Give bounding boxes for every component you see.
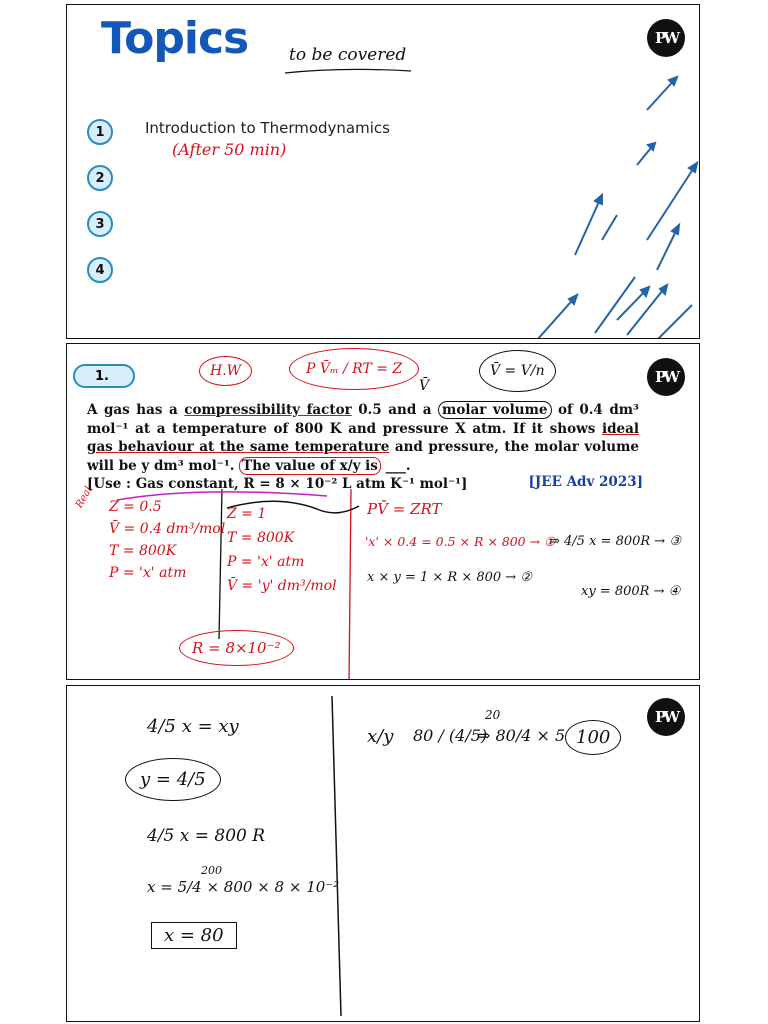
- ideal-gas-values: Z = 1 T = 800K P = 'x' atm V̄ = 'y' dm³/mol: [227, 506, 337, 594]
- slide-question: [66, 343, 700, 680]
- homework-note: H.W: [199, 356, 252, 386]
- slide-solution: [66, 685, 700, 1022]
- equation-1: 'x' × 0.4 = 0.5 × R × 800 → ①: [365, 534, 556, 549]
- page-title: Topics: [101, 13, 249, 64]
- question-number-badge: 1.: [73, 364, 135, 388]
- question-text: A gas has a compressibility factor 0.5 and a molar volume of 0.4 dm³ mol⁻¹ at a temperature of 800 K and pressure X atm. If it shows ideal gas behaviour at the same temperature and pressure, the molar volume will be y dm³ mol⁻¹. The value of x/y is ___. [Use : Gas constant, R = 8 × 10⁻² L atm K⁻¹ mol⁻¹]: [87, 402, 639, 492]
- gas-constant-line: [Use : Gas constant, R = 8 × 10⁻² L atm K⁻¹ mol⁻¹]: [87, 476, 468, 492]
- real-gas-values: Z = 0.5 V̄ = 0.4 dm³/mol T = 800K P = 'x' atm: [109, 499, 226, 581]
- final-answer: 100: [565, 720, 621, 755]
- solution-x-value: x = 80: [151, 922, 237, 949]
- decorative-arrows: [517, 65, 700, 339]
- ratio-lhs: x/y: [367, 726, 394, 747]
- slide-topics: [66, 4, 700, 339]
- highlight-molar-volume: molar volume: [438, 401, 551, 419]
- ratio-step-top: 20: [485, 708, 501, 722]
- equation-4: xy = 800R → ④: [581, 584, 681, 599]
- equation-pv-zrt: PV̄ = ZRT: [367, 500, 442, 518]
- highlight-ideal-gas: ideal gas behaviour at the same temperature: [87, 420, 639, 455]
- solution-step-4: x = 5/4 × 800 × 8 × 10⁻²: [147, 878, 340, 896]
- topic-item-1: Introduction to Thermodynamics: [145, 119, 390, 137]
- compressibility-formula-note: P V̄ₘ / RT = Z: [289, 348, 419, 390]
- molar-volume-formula-note: V̄ = V/n: [479, 350, 556, 392]
- topic-number-3: 3: [87, 211, 113, 237]
- subtitle-handwritten: to be covered: [289, 45, 407, 65]
- equation-3: ⇒ 4/5 x = 800R → ③: [549, 534, 681, 549]
- ratio-step: ⇒ 80/4 × 5: [477, 726, 566, 745]
- highlight-compressibility: compressibility factor: [184, 402, 352, 418]
- solution-strike-note: 200: [201, 864, 222, 877]
- underline-stroke: [283, 65, 413, 77]
- ratio-substitution: 80 / (4/5): [413, 726, 488, 745]
- highlight-value-xy: The value of x/y is: [239, 457, 381, 475]
- vbar-note: V̄: [419, 378, 430, 394]
- pw-logo: PW: [647, 358, 685, 396]
- solution-step-3: 4/5 x = 800 R: [147, 826, 266, 846]
- pw-logo: PW: [647, 19, 685, 57]
- exam-source-tag: [JEE Adv 2023]: [528, 474, 643, 490]
- real-gas-label: Real: [73, 484, 95, 511]
- solution-y-value: y = 4/5: [125, 758, 221, 801]
- topic-number-1: 1: [87, 119, 113, 145]
- equation-2: x × y = 1 × R × 800 → ②: [367, 570, 532, 585]
- topic-number-2: 2: [87, 165, 113, 191]
- gas-constant-value: R = 8×10⁻²: [179, 630, 294, 666]
- pw-logo: PW: [647, 698, 685, 736]
- topic-note-handwritten: (After 50 min): [172, 140, 287, 159]
- solution-step-1: 4/5 x = xy: [147, 716, 239, 737]
- topic-number-4: 4: [87, 257, 113, 283]
